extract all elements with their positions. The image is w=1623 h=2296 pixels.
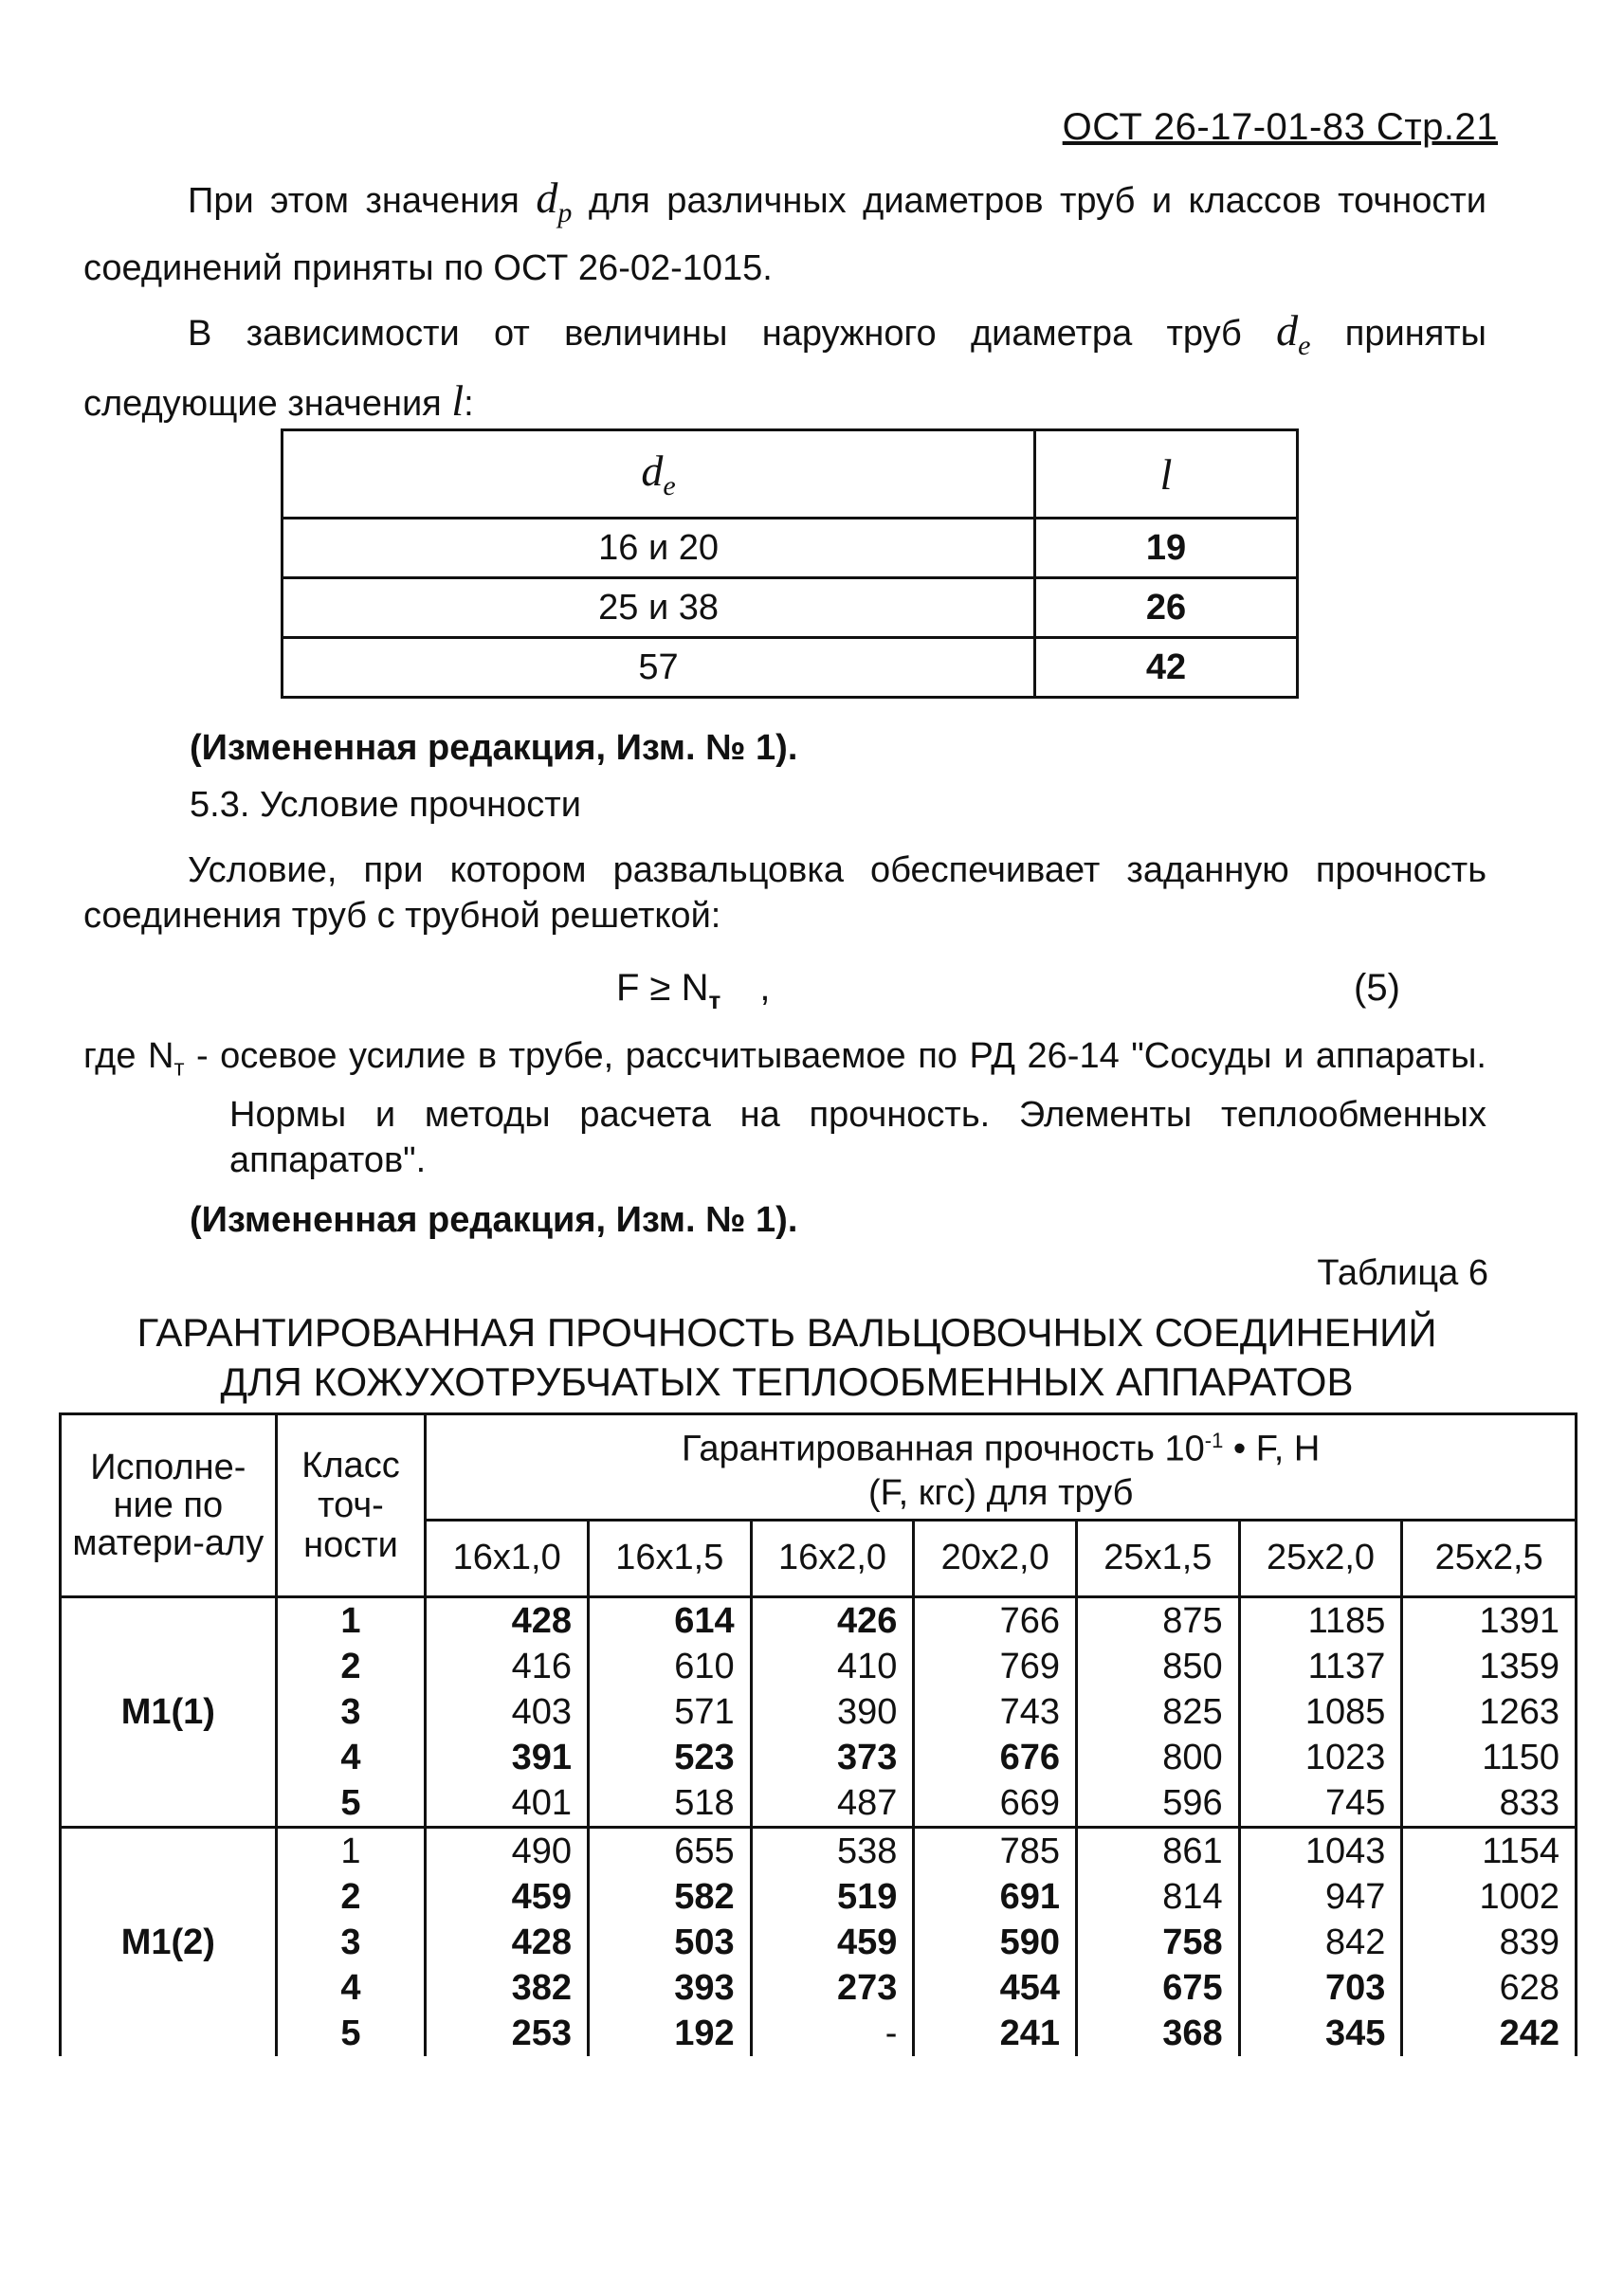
formula-number: (5) — [1354, 967, 1400, 1009]
table-row — [61, 1735, 1577, 1780]
para2-before: В зависимости от величины наружного диаметра труб — [188, 314, 1242, 354]
cell-de: 25 и 38 — [283, 578, 1035, 638]
cell-value: 614 — [589, 1596, 752, 1644]
table-title-line2: ДЛЯ КОЖУХОТРУБЧАТЫХ ТЕПЛООБМЕННЫХ АППАРАТОВ — [220, 1359, 1354, 1404]
cell-class: 1 — [276, 1827, 426, 1874]
cell-value: 454 — [914, 1965, 1077, 2011]
formula-comma: , — [759, 967, 771, 1009]
para4-sub: т — [173, 1055, 185, 1082]
cell-l: 19 — [1035, 519, 1298, 578]
table-header-row — [61, 1414, 1577, 1521]
cell-value: 1150 — [1402, 1735, 1577, 1780]
cell-value: 596 — [1077, 1780, 1240, 1828]
cell-value: 273 — [751, 1965, 914, 2011]
cell-value: 590 — [914, 1920, 1077, 1965]
cell-class: 2 — [276, 1874, 426, 1920]
cell-value: 669 — [914, 1780, 1077, 1828]
cell-value: 825 — [1077, 1689, 1240, 1735]
cell-value: 766 — [914, 1596, 1077, 1644]
cell-value: - — [751, 2011, 914, 2056]
cell-value: 745 — [1239, 1780, 1402, 1828]
table-row — [61, 1780, 1577, 1828]
table-row — [61, 1689, 1577, 1735]
cell-class: 4 — [276, 1965, 426, 2011]
cell-value: 850 — [1077, 1644, 1240, 1689]
cell-value: 839 — [1402, 1920, 1577, 1965]
cell-value: 1154 — [1402, 1827, 1577, 1874]
header-pipe: 16x1,5 — [589, 1520, 752, 1596]
cell-value: 391 — [426, 1735, 589, 1780]
table-title-line1: ГАРАНТИРОВАННАЯ ПРОЧНОСТЬ ВАЛЬЦОВОЧНЫХ СОЕДИНЕНИЙ — [137, 1310, 1437, 1355]
cell-value: 416 — [426, 1644, 589, 1689]
cell-value: 390 — [751, 1689, 914, 1735]
paragraph-dp — [83, 171, 1486, 296]
table-row — [61, 1596, 1577, 1644]
header-material: Исполне-ние по матери-алу — [61, 1414, 277, 1597]
para2-end: : — [464, 384, 474, 425]
edit-note-2: (Измененная редакция, Изм. № 1). — [190, 1200, 798, 1240]
cell-material: М1(2) — [61, 1827, 277, 2056]
cell-class: 1 — [276, 1596, 426, 1644]
cell-value: 428 — [426, 1920, 589, 1965]
edit-note: (Измененная редакция, Изм. № 1). — [190, 728, 798, 768]
header-pipe: 25x1,5 — [1077, 1520, 1240, 1596]
cell-class: 5 — [276, 2011, 426, 2056]
cell-value: 814 — [1077, 1874, 1240, 1920]
formula-sub: т — [708, 986, 721, 1014]
cell-value: 253 — [426, 2011, 589, 2056]
header-strength — [426, 1414, 1577, 1521]
header-pipe: 25x2,5 — [1402, 1520, 1577, 1596]
cell-value: 519 — [751, 1874, 914, 1920]
cell-class: 3 — [276, 1920, 426, 1965]
cell-value: 1359 — [1402, 1644, 1577, 1689]
cell-material: М1(1) — [61, 1596, 277, 1827]
cell-value: 523 — [589, 1735, 752, 1780]
cell-value: 382 — [426, 1965, 589, 2011]
cell-value: 518 — [589, 1780, 752, 1828]
cell-value: 1137 — [1239, 1644, 1402, 1689]
cell-value: 538 — [751, 1827, 914, 1874]
table-row — [283, 638, 1298, 698]
cell-de: 16 и 20 — [283, 519, 1035, 578]
cell-value: 428 — [426, 1596, 589, 1644]
cell-value: 503 — [589, 1920, 752, 1965]
cell-value: 785 — [914, 1827, 1077, 1874]
cell-value: 403 — [426, 1689, 589, 1735]
cell-value: 691 — [914, 1874, 1077, 1920]
table-strength — [59, 1412, 1577, 2056]
cell-value: 769 — [914, 1644, 1077, 1689]
header-strength-line2: (F, кгс) для труб — [867, 1472, 1134, 1513]
header-pipe: 16x1,0 — [426, 1520, 589, 1596]
table-row — [283, 578, 1298, 638]
cell-l: 26 — [1035, 578, 1298, 638]
cell-value: 610 — [589, 1644, 752, 1689]
cell-value: 393 — [589, 1965, 752, 2011]
header-pipe: 25x2,0 — [1239, 1520, 1402, 1596]
cell-value: 401 — [426, 1780, 589, 1828]
cell-value: 410 — [751, 1644, 914, 1689]
cell-value: 655 — [589, 1827, 752, 1874]
header-strength-exp: -1 — [1204, 1429, 1224, 1452]
para4-text: - осевое усилие в трубе, рассчитываемое по РД 26-14 "Сосуды и аппараты. Нормы и методы расчета на прочность. Элементы теплообменных аппаратов". — [184, 1036, 1486, 1180]
table-row — [61, 1965, 1577, 2011]
cell-value: 426 — [751, 1596, 914, 1644]
cell-value: 1002 — [1402, 1874, 1577, 1920]
cell-value: 875 — [1077, 1596, 1240, 1644]
var-de: $d_e$ — [1276, 306, 1311, 362]
header-de: $d_e$ — [283, 430, 1035, 519]
cell-value: 1023 — [1239, 1735, 1402, 1780]
var-l: l — [451, 376, 465, 426]
cell-value: 743 — [914, 1689, 1077, 1735]
cell-value: 487 — [751, 1780, 914, 1828]
cell-value: 676 — [914, 1735, 1077, 1780]
cell-value: 675 — [1077, 1965, 1240, 2011]
table-row — [283, 519, 1298, 578]
cell-value: 758 — [1077, 1920, 1240, 1965]
cell-class: 2 — [276, 1644, 426, 1689]
cell-value: 703 — [1239, 1965, 1402, 2011]
var-dp: $d_p$ — [536, 173, 573, 229]
header-l: l — [1035, 430, 1298, 519]
header-pipe: 20x2,0 — [914, 1520, 1077, 1596]
table-row — [61, 2011, 1577, 2056]
cell-value: 628 — [1402, 1965, 1577, 2011]
table-label: Таблица 6 — [1317, 1253, 1488, 1293]
formula-left: F ≥ N — [616, 967, 709, 1009]
cell-value: 242 — [1402, 2011, 1577, 2056]
paragraph-de — [83, 303, 1486, 431]
table-row — [61, 1644, 1577, 1689]
cell-value: 1263 — [1402, 1689, 1577, 1735]
cell-l: 42 — [1035, 638, 1298, 698]
para3-text: Условие, при котором развальцовка обеспечивает заданную прочность соединения труб с трубной решеткой: — [83, 850, 1486, 936]
cell-value: 241 — [914, 2011, 1077, 2056]
section-heading: 5.3. Условие прочности — [190, 785, 581, 825]
cell-value: 800 — [1077, 1735, 1240, 1780]
paragraph-nt — [83, 1033, 1486, 1183]
header-strength-rest: • F, Н — [1223, 1429, 1321, 1469]
header-class: Класс точ-ности — [276, 1414, 426, 1597]
paragraph-condition — [83, 847, 1486, 938]
cell-value: 842 — [1239, 1920, 1402, 1965]
cell-value: 459 — [751, 1920, 914, 1965]
table-header-row — [283, 430, 1298, 519]
cell-value: 582 — [589, 1874, 752, 1920]
cell-value: 490 — [426, 1827, 589, 1874]
cell-value: 571 — [589, 1689, 752, 1735]
cell-value: 861 — [1077, 1827, 1240, 1874]
para4-lead: где N — [83, 1036, 174, 1076]
cell-value: 192 — [589, 2011, 752, 2056]
cell-de: 57 — [283, 638, 1035, 698]
para1-before: При этом значения — [188, 181, 520, 221]
cell-value: 373 — [751, 1735, 914, 1780]
table-row — [61, 1920, 1577, 1965]
header-pipe: 16x2,0 — [751, 1520, 914, 1596]
cell-value: 1185 — [1239, 1596, 1402, 1644]
header-strength-text: Гарантированная прочность 10 — [681, 1429, 1205, 1469]
para1-after: для различных диаметров труб и классов точности соединений приняты по ОСТ 26-02-1015. — [83, 181, 1486, 289]
cell-value: 833 — [1402, 1780, 1577, 1828]
cell-class: 5 — [276, 1780, 426, 1828]
cell-value: 947 — [1239, 1874, 1402, 1920]
cell-class: 3 — [276, 1689, 426, 1735]
cell-value: 345 — [1239, 2011, 1402, 2056]
cell-value: 459 — [426, 1874, 589, 1920]
table-row — [61, 1827, 1577, 1874]
cell-value: 368 — [1077, 2011, 1240, 2056]
cell-value: 1085 — [1239, 1689, 1402, 1735]
document-header: ОСТ 26-17-01-83 Стр.21 — [1062, 106, 1498, 148]
cell-value: 1043 — [1239, 1827, 1402, 1874]
table-de-l — [281, 428, 1299, 699]
para2-after: приняты следующие значения — [83, 314, 1486, 425]
formula-5 — [616, 967, 770, 1015]
cell-value: 1391 — [1402, 1596, 1577, 1644]
cell-class: 4 — [276, 1735, 426, 1780]
table-row — [61, 1874, 1577, 1920]
